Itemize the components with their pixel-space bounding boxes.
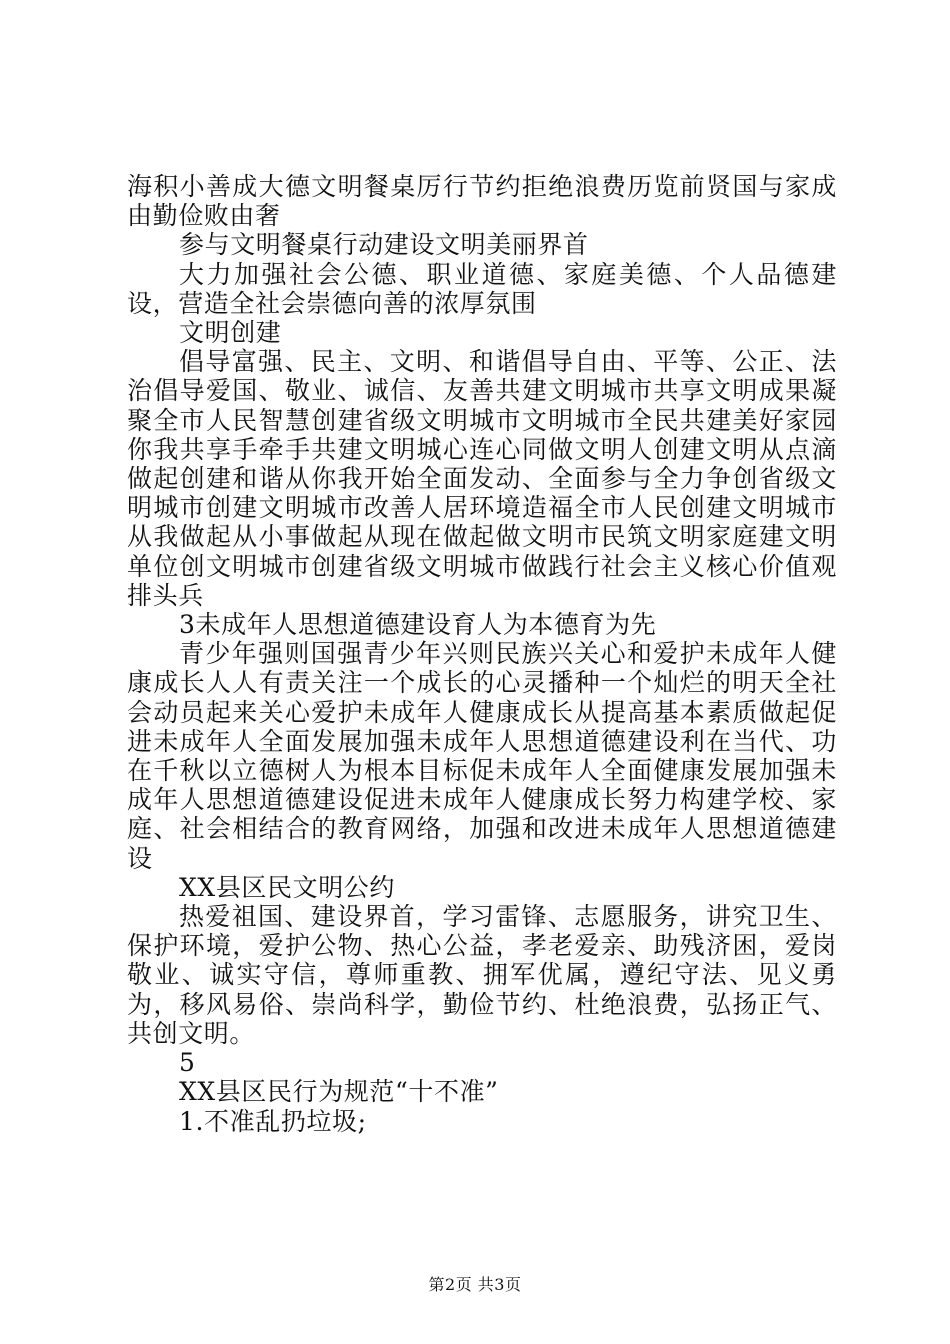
page-number-footer: 第2页 共3页 bbox=[428, 1275, 522, 1294]
paragraph-civilized-dining: 参与文明餐桌行动建设文明美丽界首 bbox=[179, 230, 589, 260]
section-heading-minors-morality: 3未成年人思想道德建设育人为本德育为先 bbox=[179, 610, 657, 640]
section-heading-code-of-conduct: XX县区民行为规范“十不准” bbox=[179, 1077, 499, 1107]
paragraph-slogan-frugality: 海积小善成大德文明餐桌厉行节约拒绝浪费历览前贤国与家成由勤俭败由奢 bbox=[127, 172, 837, 231]
section-heading-civilization-creation: 文明创建 bbox=[179, 318, 282, 348]
document-body bbox=[127, 172, 837, 1136]
list-item-rule-1: 1.不准乱扔垃圾; bbox=[179, 1106, 367, 1136]
paragraph-civic-convention: 热爱祖国、建设界首，学习雷锋、志愿服务，讲究卫生、保护环境，爱护公物、热心公益，孝老爱亲、助残济困，爱岗敬业、诚实守信，尊师重教、拥军优属，遵纪守法、见义勇为，移风易俗、崇尚科学，勤俭节约、杜绝浪费，弘扬正气、共创文明。 bbox=[127, 902, 837, 1048]
paragraph-morality-building: 大力加强社会公德、职业道德、家庭美德、个人品德建设，营造全社会崇德向善的浓厚氛围 bbox=[127, 259, 837, 318]
section-heading-civic-convention: XX县区民文明公约 bbox=[179, 872, 395, 902]
section-number: 5 bbox=[179, 1048, 196, 1078]
paragraph-civilization-slogans: 倡导富强、民主、文明、和谐倡导自由、平等、公正、法治倡导爱国、敬业、诚信、友善共建文明城市共享文明成果凝聚全市人民智慧创建省级文明城市文明城市全民共建美好家园你我共享手牵手共建文明城心连心同做文明人创建文明从点滴做起创建和谐从你我开始全面发动、全面参与全力争创省级文明城市创建文明城市改善人居环境造福全市人民创建文明城市从我做起从小事做起从现在做起做文明市民筑文明家庭建文明单位创文明城市创建省级文明城市做践行社会主义核心价值观排头兵 bbox=[127, 347, 837, 610]
paragraph-minors-slogans: 青少年强则国强青少年兴则民族兴关心和爱护未成年人健康成长人人有责关注一个成长的心灵播种一个灿烂的明天全社会动员起来关心爱护未成年人健康成长从提高基本素质做起促进未成年人全面发展加强未成年人思想道德建设利在当代、功在千秋以立德树人为根本目标促未成年人全面健康发展加强未成年人思想道德建设促进未成年人健康成长努力构建学校、家庭、社会相结合的教育网络，加强和改进未成年人思想道德建设 bbox=[127, 639, 837, 873]
